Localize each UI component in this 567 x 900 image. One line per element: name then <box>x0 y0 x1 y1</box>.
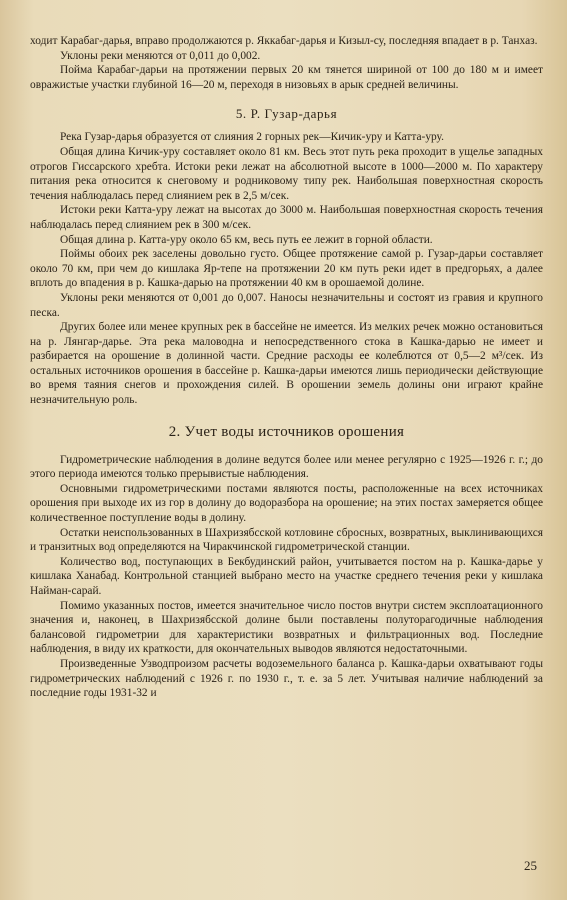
section-5-paragraph: Уклоны реки меняются от 0,001 до 0,007. Наносы незначительны и состоят из гравия и крупного песка. <box>30 291 543 319</box>
intro-paragraph-1: ходит Карабаг-дарья, вправо продолжаются р. Яккабаг-дарья и Кизыл-су, последняя впадает в р. Танхаз. <box>30 35 538 47</box>
intro-paragraph-3: Пойма Карабаг-дарьи на протяжении первых 20 км тянется шириной от 100 до 180 м и имеет овражистые участки глубиной 16—20 м, переходя в низовьях в арык средней величины. <box>30 64 543 91</box>
section-5-paragraph: Поймы обоих рек заселены довольно густо. Общее протяжение самой р. Гузар-дарьи составляет около 70 км, при чем до кишлака Яр-тепе на протяжении 20 км путь реки идет в предгорьях, а далее вплоть до впадения в р. Кашка-дарью на протяжении 40 км в орошаемой долине. <box>30 248 543 290</box>
section-5-paragraph: Река Гузар-дарья образуется от слияния 2 горных рек—Кичик-уру и Катта-уру. <box>60 131 444 144</box>
section-2-paragraph: Количество вод, поступающих в Бекбудинский район, учитывается постом на р. Кашка-дарье у кишлака Ханабад. Контрольной станцией выбрано место на участке среднего течения реки у кишлака Найман-сарай. <box>30 555 543 597</box>
section-2-paragraph: Основными гидрометрическими постами являются посты, расположенные на всех источниках орошения при выходе их из гор в долину до водоразбора на орошение; на этих постах замеряется общее количественное поступление воды в долину. <box>30 482 543 525</box>
section-5-heading: 5. Р. Гузар-дарья <box>235 106 338 122</box>
section-2-paragraph: Остатки неиспользованных в Шахризябсской котловине сбросных, возвратных, выклинивающихся и транзитных вод определяются на Чиракчинской гидрометрической станции. <box>30 526 543 554</box>
section-2-paragraph: Гидрометрические наблюдения в долине ведутся более или менее регулярно с 1925—1926 г. г.; до этого периода имеются только прерывистые наблюдения. <box>30 453 543 481</box>
section-5-paragraph: Общая длина р. Катта-уру около 65 км, весь путь ее лежит в горной области. <box>60 233 433 246</box>
section-2-paragraph: Помимо указанных постов, имеется значительное число постов внутри систем эксплоатационного значения и, наконец, в Шахризябсской долине были поставлены полуторагодичные наблюдения балансовой гидрометрии для характеристики возвратных и фильтрационных вод. Последние наблюдения, в виду их краткости, для окончательных выводов являются недостаточными. <box>30 599 543 656</box>
section-5-paragraph: Общая длина Кичик-уру составляет около 81 км. Весь этот путь река проходит в ущелье западных отрогов Гиссарского хребта. Истоки реки лежат на абсолютной высоте в 1000—2000 м. По характеру питания река относится к снеговому и родниковому типу рек. Наибольшая поверхностная скорость течения наблюдалась перед слиянием рек в 2,5 м/сек. <box>30 145 543 202</box>
section-2-paragraph: Произведенные Узводпроизом расчеты водоземельного баланса р. Кашка-дарьи охватывают годы гидрометрических наблюдений с 1926 г. по 1930 г., т. е. за 5 лет. Учитывая наличие наблюдений за последние годы 1931-32 и <box>30 657 543 700</box>
section-5-paragraph: Других более или менее крупных рек в бассейне не имеется. Из мелких речек можно остановиться на р. Лянгар-дарье. Эта река маловодна и непосредственного стока в Кашка-дарью не имеет и разбирается на орошение в долинной части. Средние расходы ее колеблются от 0,5—2 м³/сек. Из остальных источников орошения в бассейне р. Кашка-дарьи имеются лишь периодически действующие во время таяния снегов и прохождения силей. В орошении земель долины они играют крайне незначительную роль. <box>30 321 543 407</box>
section-2-heading: 2. Учет воды источников орошения <box>168 423 405 440</box>
page-number: 25 <box>524 858 537 873</box>
intro-paragraph-2: Уклоны реки меняются от 0,011 до 0,002. <box>60 49 261 62</box>
section-5-paragraph: Истоки реки Катта-уру лежат на высотах до 3000 м. Наибольшая поверхностная скорость течения наблюдалась перед слиянием рек в 300 м/сек. <box>30 204 543 231</box>
